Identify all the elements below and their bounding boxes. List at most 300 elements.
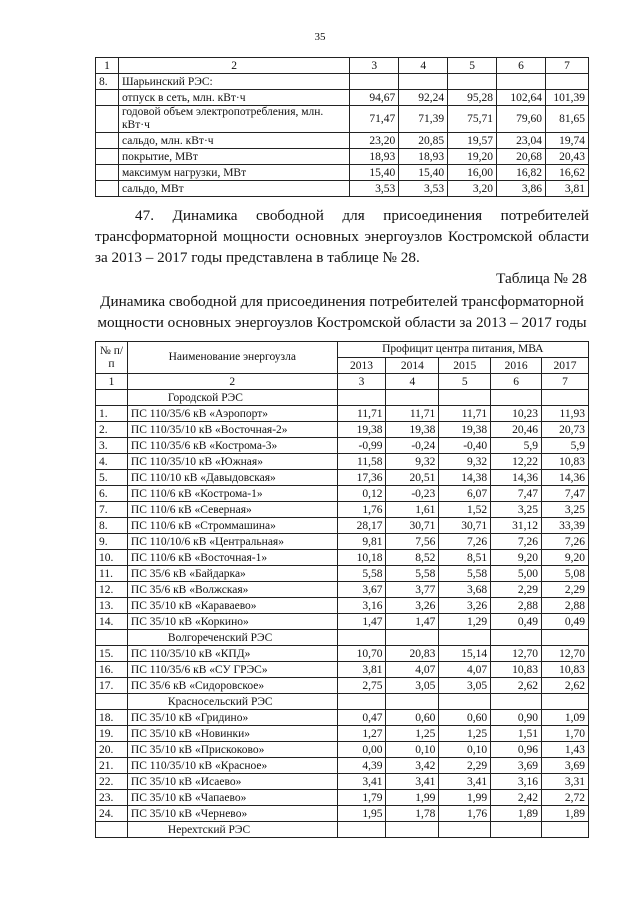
substation-name: ПС 35/6 кВ «Байдарка» <box>127 566 337 582</box>
value-cell: 3,41 <box>337 774 386 790</box>
value-cell: 1,51 <box>491 726 542 742</box>
table-title: Динамика свободной для присоединения потребителей трансформаторной мощности основных энергоузлов Костромской области за 2013 – 2017 годы <box>97 293 587 331</box>
row-name: максимум нагрузки, МВт <box>118 165 349 181</box>
substation-name: ПС 35/10 кВ «Прискоково» <box>127 742 337 758</box>
row-number: 9. <box>96 534 128 550</box>
empty-cell <box>96 630 128 646</box>
substation-name: ПС 110/10/6 кВ «Центральная» <box>127 534 337 550</box>
substation-name: ПС 110/6 кВ «Строммашина» <box>127 518 337 534</box>
value-cell: 1,78 <box>386 806 439 822</box>
value-cell: 3,42 <box>386 758 439 774</box>
value-cell: 16,62 <box>545 165 588 181</box>
column-number: 5 <box>448 58 497 74</box>
value-cell: 1,76 <box>439 806 491 822</box>
empty-cell <box>542 822 589 838</box>
table-row <box>96 90 589 106</box>
value-cell: 19,74 <box>545 133 588 149</box>
value-cell: 19,38 <box>337 422 386 438</box>
column-number: 7 <box>545 58 588 74</box>
value-cell: 10,70 <box>337 646 386 662</box>
column-number: 3 <box>337 374 386 390</box>
value-cell: 0,00 <box>337 742 386 758</box>
value-cell: 9,81 <box>337 534 386 550</box>
empty-cell <box>448 74 497 90</box>
section-name: Шарьинский РЭС: <box>118 74 349 90</box>
empty-cell <box>491 630 542 646</box>
row-number: 3. <box>96 438 128 454</box>
value-cell: 3,53 <box>399 181 448 197</box>
table-row <box>96 790 589 806</box>
value-cell: 33,39 <box>542 518 589 534</box>
value-cell: 3,05 <box>439 678 491 694</box>
value-cell: 1,99 <box>386 790 439 806</box>
value-cell: 9,20 <box>491 550 542 566</box>
value-cell: 0,96 <box>491 742 542 758</box>
table-row <box>96 678 589 694</box>
substation-name: ПС 35/10 кВ «Гридино» <box>127 710 337 726</box>
page-number: 35 <box>314 31 326 43</box>
row-name: сальдо, МВт <box>118 181 349 197</box>
substation-name: ПС 35/10 кВ «Черневo» <box>127 806 337 822</box>
value-cell: 3,20 <box>448 181 497 197</box>
empty-cell <box>96 165 119 181</box>
value-cell: 0,10 <box>386 742 439 758</box>
empty-cell <box>545 74 588 90</box>
value-cell: 18,93 <box>399 149 448 165</box>
value-cell: 3,69 <box>491 758 542 774</box>
value-cell: 1,27 <box>337 726 386 742</box>
value-cell: 11,71 <box>337 406 386 422</box>
table-row <box>96 149 589 165</box>
value-cell: 1,29 <box>439 614 491 630</box>
empty-cell <box>497 74 546 90</box>
substation-name: ПС 110/6 кВ «Восточная-1» <box>127 550 337 566</box>
table-row <box>96 534 589 550</box>
value-cell: 0,49 <box>491 614 542 630</box>
substation-name: ПС 110/35/6 кВ «Аэропорт» <box>127 406 337 422</box>
value-cell: 3,77 <box>386 582 439 598</box>
substation-name: ПС 110/35/6 кВ «СУ ГРЭС» <box>127 662 337 678</box>
table-row <box>96 742 589 758</box>
value-cell: 7,47 <box>542 486 589 502</box>
group-row <box>96 694 589 710</box>
row-number: 14. <box>96 614 128 630</box>
value-cell: 0,60 <box>386 710 439 726</box>
value-cell: 1,25 <box>439 726 491 742</box>
table-row <box>96 181 589 197</box>
table-header-row <box>96 58 589 74</box>
row-number: 2. <box>96 422 128 438</box>
table-row <box>96 470 589 486</box>
table-row <box>96 486 589 502</box>
value-cell: 0,12 <box>337 486 386 502</box>
value-cell: 5,58 <box>337 566 386 582</box>
row-number: 1. <box>96 406 128 422</box>
table-row <box>96 774 589 790</box>
table-row <box>96 710 589 726</box>
table-row <box>96 133 589 149</box>
substation-name: ПС 110/35/10 кВ «Восточная-2» <box>127 422 337 438</box>
substation-name: ПС 110/6 кВ «Кострома-1» <box>127 486 337 502</box>
value-cell: 7,26 <box>439 534 491 550</box>
row-number: 17. <box>96 678 128 694</box>
value-cell: 3,25 <box>542 502 589 518</box>
value-cell: 15,40 <box>350 165 399 181</box>
value-cell: 2,62 <box>491 678 542 694</box>
value-cell: 20,85 <box>399 133 448 149</box>
row-number: 18. <box>96 710 128 726</box>
substation-name: ПС 110/35/10 кВ «Красное» <box>127 758 337 774</box>
value-cell: 9,20 <box>542 550 589 566</box>
value-cell: 20,51 <box>386 470 439 486</box>
value-cell: 19,57 <box>448 133 497 149</box>
value-cell: 1,47 <box>337 614 386 630</box>
value-cell: 14,38 <box>439 470 491 486</box>
substation-name: ПС 35/10 кВ «Караваево» <box>127 598 337 614</box>
value-cell: -0,99 <box>337 438 386 454</box>
empty-cell <box>439 390 491 406</box>
value-cell: 3,16 <box>491 774 542 790</box>
value-cell: 12,70 <box>491 646 542 662</box>
value-cell: 7,56 <box>386 534 439 550</box>
column-number: 5 <box>439 374 491 390</box>
empty-cell <box>439 822 491 838</box>
value-cell: 8,51 <box>439 550 491 566</box>
table-row <box>96 438 589 454</box>
column-number: 1 <box>96 374 128 390</box>
value-cell: 3,26 <box>386 598 439 614</box>
value-cell: 2,62 <box>542 678 589 694</box>
table-row <box>96 806 589 822</box>
value-cell: 15,40 <box>399 165 448 181</box>
table-row <box>96 106 589 133</box>
value-cell: 5,58 <box>386 566 439 582</box>
column-number: 6 <box>497 58 546 74</box>
table-row <box>96 598 589 614</box>
value-cell: 3,81 <box>337 662 386 678</box>
substation-name: ПС 35/10 кВ «Новинки» <box>127 726 337 742</box>
value-cell: 1,47 <box>386 614 439 630</box>
value-cell: 1,79 <box>337 790 386 806</box>
substation-name: ПС 35/6 кВ «Волжская» <box>127 582 337 598</box>
value-cell: 3,68 <box>439 582 491 598</box>
substation-name: ПС 110/10 кВ «Давыдовская» <box>127 470 337 486</box>
value-cell: 4,39 <box>337 758 386 774</box>
value-cell: 1,95 <box>337 806 386 822</box>
row-name: годовой объем электропотребления, млн. кВт·ч <box>118 106 349 133</box>
row-number: 13. <box>96 598 128 614</box>
value-cell: 102,64 <box>497 90 546 106</box>
value-cell: 1,52 <box>439 502 491 518</box>
value-cell: 1,89 <box>542 806 589 822</box>
table-row <box>96 502 589 518</box>
table-row <box>96 406 589 422</box>
row-number: 24. <box>96 806 128 822</box>
empty-cell <box>399 74 448 90</box>
row-number: 22. <box>96 774 128 790</box>
value-cell: 3,81 <box>545 181 588 197</box>
value-cell: 0,10 <box>439 742 491 758</box>
value-cell: 12,70 <box>542 646 589 662</box>
value-cell: 19,38 <box>439 422 491 438</box>
table-sharya-res <box>95 57 589 197</box>
empty-cell <box>386 694 439 710</box>
value-cell: 7,26 <box>542 534 589 550</box>
empty-cell <box>96 181 119 197</box>
row-number: 20. <box>96 742 128 758</box>
value-cell: 101,39 <box>545 90 588 106</box>
value-cell: 14,36 <box>542 470 589 486</box>
value-cell: 15,14 <box>439 646 491 662</box>
value-cell: 3,53 <box>350 181 399 197</box>
value-cell: 1,61 <box>386 502 439 518</box>
row-number: 4. <box>96 454 128 470</box>
row-number: 10. <box>96 550 128 566</box>
substation-name: ПС 35/10 кВ «Коркино» <box>127 614 337 630</box>
value-cell: 7,26 <box>491 534 542 550</box>
value-cell: 0,49 <box>542 614 589 630</box>
row-number: 8. <box>96 518 128 534</box>
table-row <box>96 454 589 470</box>
empty-cell <box>542 694 589 710</box>
year-header: 2014 <box>386 358 439 374</box>
value-cell: 11,58 <box>337 454 386 470</box>
value-cell: 3,86 <box>497 181 546 197</box>
substation-name: ПС 110/35/10 кВ «КПД» <box>127 646 337 662</box>
value-cell: 20,43 <box>545 149 588 165</box>
value-cell: 2,29 <box>542 582 589 598</box>
value-cell: 12,22 <box>491 454 542 470</box>
value-cell: 5,00 <box>491 566 542 582</box>
substation-name: ПС 110/6 кВ «Северная» <box>127 502 337 518</box>
value-cell: 71,47 <box>350 106 399 133</box>
value-cell: 95,28 <box>448 90 497 106</box>
column-number: 2 <box>118 58 349 74</box>
column-number: 1 <box>96 58 119 74</box>
column-number: 4 <box>386 374 439 390</box>
value-cell: 4,07 <box>386 662 439 678</box>
column-number: 4 <box>399 58 448 74</box>
table-row <box>96 165 589 181</box>
value-cell: -0,40 <box>439 438 491 454</box>
row-number: 19. <box>96 726 128 742</box>
column-number: 3 <box>350 58 399 74</box>
row-number: 5. <box>96 470 128 486</box>
value-cell: 3,05 <box>386 678 439 694</box>
value-cell: 20,73 <box>542 422 589 438</box>
table-row <box>96 518 589 534</box>
value-cell: 3,26 <box>439 598 491 614</box>
row-number: 7. <box>96 502 128 518</box>
value-cell: 0,60 <box>439 710 491 726</box>
table-row <box>96 726 589 742</box>
value-cell: 3,41 <box>386 774 439 790</box>
empty-cell <box>337 630 386 646</box>
empty-cell <box>337 390 386 406</box>
row-number: 23. <box>96 790 128 806</box>
value-cell: 31,12 <box>491 518 542 534</box>
table-row <box>96 550 589 566</box>
group-name: Городской РЭС <box>127 390 337 406</box>
empty-cell <box>491 694 542 710</box>
value-cell: 2,42 <box>491 790 542 806</box>
value-cell: 17,36 <box>337 470 386 486</box>
value-cell: 2,88 <box>542 598 589 614</box>
value-cell: 3,25 <box>491 502 542 518</box>
empty-cell <box>96 90 119 106</box>
value-cell: 30,71 <box>386 518 439 534</box>
value-cell: 30,71 <box>439 518 491 534</box>
table-28 <box>95 341 589 838</box>
empty-cell <box>542 390 589 406</box>
value-cell: 3,69 <box>542 758 589 774</box>
value-cell: 8,52 <box>386 550 439 566</box>
value-cell: 10,83 <box>542 454 589 470</box>
table-section-row <box>96 74 589 90</box>
empty-cell <box>491 390 542 406</box>
value-cell: 9,32 <box>386 454 439 470</box>
year-header: 2016 <box>491 358 542 374</box>
substation-name: ПС 35/10 кВ «Чапаево» <box>127 790 337 806</box>
table-row <box>96 646 589 662</box>
value-cell: 79,60 <box>497 106 546 133</box>
value-cell: 1,99 <box>439 790 491 806</box>
row-number: 6. <box>96 486 128 502</box>
value-cell: 1,25 <box>386 726 439 742</box>
value-cell: 10,83 <box>491 662 542 678</box>
value-cell: 3,67 <box>337 582 386 598</box>
value-cell: 20,83 <box>386 646 439 662</box>
value-cell: 1,70 <box>542 726 589 742</box>
group-name: Нерехтский РЭС <box>127 822 337 838</box>
value-cell: 2,75 <box>337 678 386 694</box>
value-cell: 11,93 <box>542 406 589 422</box>
column-number: 2 <box>127 374 337 390</box>
value-cell: 19,38 <box>386 422 439 438</box>
value-cell: 3,31 <box>542 774 589 790</box>
group-name: Красносельский РЭС <box>127 694 337 710</box>
value-cell: 5,9 <box>542 438 589 454</box>
year-header: 2013 <box>337 358 386 374</box>
table28-colnum-row <box>96 374 589 390</box>
table-row <box>96 614 589 630</box>
empty-cell <box>491 822 542 838</box>
section-number: 8. <box>96 74 119 90</box>
value-cell: 5,08 <box>542 566 589 582</box>
table-row <box>96 582 589 598</box>
table-row <box>96 566 589 582</box>
substation-name: ПС 110/35/10 кВ «Южная» <box>127 454 337 470</box>
value-cell: 0,90 <box>491 710 542 726</box>
value-cell: 23,04 <box>497 133 546 149</box>
value-cell: 11,71 <box>386 406 439 422</box>
table-row <box>96 758 589 774</box>
column-number: 7 <box>542 374 589 390</box>
substation-name: ПС 35/6 кВ «Сидоровское» <box>127 678 337 694</box>
value-cell: 81,65 <box>545 106 588 133</box>
value-cell: 5,58 <box>439 566 491 582</box>
value-cell: 20,68 <box>497 149 546 165</box>
value-cell: 75,71 <box>448 106 497 133</box>
row-name: покрытие, МВт <box>118 149 349 165</box>
value-cell: 9,32 <box>439 454 491 470</box>
group-row <box>96 630 589 646</box>
empty-cell <box>386 390 439 406</box>
table28-header-row <box>96 342 589 358</box>
value-cell: 3,41 <box>439 774 491 790</box>
row-number: 21. <box>96 758 128 774</box>
substation-name: ПС 110/35/6 кВ «Кострома-3» <box>127 438 337 454</box>
empty-cell <box>96 822 128 838</box>
value-cell: 19,20 <box>448 149 497 165</box>
value-cell: 92,24 <box>399 90 448 106</box>
header-name: Наименование энергоузла <box>127 342 337 374</box>
empty-cell <box>542 630 589 646</box>
value-cell: 0,47 <box>337 710 386 726</box>
value-cell: 2,72 <box>542 790 589 806</box>
row-name: сальдо, млн. кВт·ч <box>118 133 349 149</box>
value-cell: -0,24 <box>386 438 439 454</box>
value-cell: 10,23 <box>491 406 542 422</box>
value-cell: 5,9 <box>491 438 542 454</box>
value-cell: 7,47 <box>491 486 542 502</box>
row-number: 12. <box>96 582 128 598</box>
empty-cell <box>96 390 128 406</box>
empty-cell <box>96 133 119 149</box>
empty-cell <box>439 630 491 646</box>
table-label: Таблица № 28 <box>496 270 587 287</box>
row-number: 16. <box>96 662 128 678</box>
value-cell: 71,39 <box>399 106 448 133</box>
header-no: № п/п <box>96 342 128 374</box>
value-cell: -0,23 <box>386 486 439 502</box>
value-cell: 10,83 <box>542 662 589 678</box>
value-cell: 94,67 <box>350 90 399 106</box>
header-surplus: Профицит центра питания, МВА <box>337 342 588 358</box>
paragraph-47: 47. Динамика свободной для присоединения потребителей трансформаторной мощности основных энергоузлов Костромской области за 2013 – 2017 годы представлена в таблице № 28. <box>95 207 589 266</box>
table-row <box>96 662 589 678</box>
group-row <box>96 390 589 406</box>
empty-cell <box>337 822 386 838</box>
value-cell: 4,07 <box>439 662 491 678</box>
empty-cell <box>386 822 439 838</box>
value-cell: 1,43 <box>542 742 589 758</box>
year-header: 2015 <box>439 358 491 374</box>
value-cell: 1,09 <box>542 710 589 726</box>
empty-cell <box>439 694 491 710</box>
column-number: 6 <box>491 374 542 390</box>
value-cell: 20,46 <box>491 422 542 438</box>
row-number: 11. <box>96 566 128 582</box>
group-name: Волгореченский РЭС <box>127 630 337 646</box>
value-cell: 16,00 <box>448 165 497 181</box>
value-cell: 6,07 <box>439 486 491 502</box>
row-name: отпуск в сеть, млн. кВт·ч <box>118 90 349 106</box>
year-header: 2017 <box>542 358 589 374</box>
value-cell: 16,82 <box>497 165 546 181</box>
value-cell: 2,29 <box>491 582 542 598</box>
value-cell: 1,76 <box>337 502 386 518</box>
value-cell: 23,20 <box>350 133 399 149</box>
table-row <box>96 422 589 438</box>
substation-name: ПС 35/10 кВ «Исаево» <box>127 774 337 790</box>
value-cell: 11,71 <box>439 406 491 422</box>
group-row <box>96 822 589 838</box>
value-cell: 18,93 <box>350 149 399 165</box>
value-cell: 2,88 <box>491 598 542 614</box>
empty-cell <box>350 74 399 90</box>
value-cell: 3,16 <box>337 598 386 614</box>
